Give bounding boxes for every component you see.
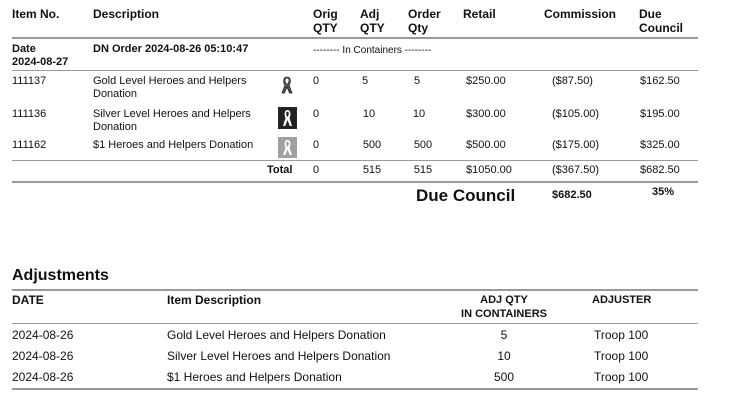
row-commission: ($175.00) bbox=[552, 139, 600, 151]
row-description bbox=[93, 75, 246, 101]
adj-col-header-date: DATE bbox=[12, 293, 44, 307]
date-label: Date bbox=[12, 43, 36, 55]
in-containers-label: -------- In Containers -------- bbox=[313, 45, 432, 56]
col-header-orig-line2: QTY bbox=[313, 21, 338, 35]
row-adj-qty: 10 bbox=[362, 108, 376, 120]
date-row-rule bbox=[12, 70, 698, 71]
total-due-council: $682.50 bbox=[640, 164, 680, 176]
col-header-due-council bbox=[639, 7, 683, 35]
due-council-label: Due Council bbox=[416, 186, 516, 205]
total-retail: $1050.00 bbox=[466, 164, 512, 176]
ribbon-outline-icon bbox=[279, 75, 295, 95]
col-header-adj-line2: QTY bbox=[360, 21, 385, 35]
row-orig-qty: 0 bbox=[313, 108, 320, 120]
col-header-due-line1: Due bbox=[639, 7, 662, 21]
row-retail: $250.00 bbox=[466, 75, 506, 87]
row-item-no: 111137 bbox=[12, 75, 47, 87]
row-adj-qty: 5 bbox=[361, 75, 369, 87]
adj-row-adjuster: Troop 100 bbox=[594, 349, 649, 363]
row-description-line1: Gold Level Heroes and Helpers bbox=[93, 75, 247, 87]
row-commission: ($87.50) bbox=[552, 75, 593, 87]
adj-row-description: Silver Level Heroes and Helpers Donation bbox=[167, 349, 391, 363]
col-header-order-line1: Order bbox=[408, 7, 441, 21]
total-adj-qty: 515 bbox=[362, 164, 382, 176]
row-description-line1: Silver Level Heroes and Helpers bbox=[93, 108, 251, 120]
row-orig-qty: 0 bbox=[313, 139, 320, 151]
adj-row-qty: 500 bbox=[493, 370, 515, 384]
row-description-line2: Donation bbox=[93, 121, 138, 133]
total-rule bbox=[12, 181, 698, 183]
row-retail: $500.00 bbox=[466, 139, 506, 151]
adj-col-header-adjuster: ADJUSTER bbox=[592, 294, 652, 306]
col-header-order-line2: Qty bbox=[408, 21, 429, 35]
row-description bbox=[93, 108, 251, 134]
col-header-adj-qty bbox=[360, 7, 385, 35]
adj-row-date: 2024-08-26 bbox=[12, 328, 74, 342]
row-order-qty: 5 bbox=[413, 75, 421, 87]
adj-row-description: Gold Level Heroes and Helpers Donation bbox=[167, 328, 386, 342]
row-order-qty: 500 bbox=[413, 139, 433, 151]
col-header-retail: Retail bbox=[463, 7, 496, 21]
row-commission: ($105.00) bbox=[552, 108, 600, 120]
col-header-adj-line1: Adj bbox=[360, 7, 380, 21]
adj-col-header-adj-qty bbox=[444, 293, 564, 321]
col-header-description: Description bbox=[93, 7, 160, 21]
total-label: Total bbox=[267, 164, 293, 176]
adj-row-qty: 10 bbox=[497, 349, 511, 363]
total-commission: ($367.50) bbox=[552, 164, 600, 176]
due-council-percent: 35% bbox=[652, 186, 675, 198]
date-block bbox=[12, 43, 68, 69]
rows-rule bbox=[12, 160, 698, 161]
row-adj-qty: 500 bbox=[362, 139, 382, 151]
adj-row-date: 2024-08-26 bbox=[12, 349, 74, 363]
ribbon-dark-box-icon bbox=[278, 107, 297, 129]
date-value: 2024-08-27 bbox=[12, 56, 69, 68]
col-header-order-qty bbox=[408, 7, 441, 35]
col-header-orig-line1: Orig bbox=[313, 7, 338, 21]
adj-bottom-rule bbox=[12, 388, 698, 390]
row-order-qty: 10 bbox=[412, 108, 426, 120]
row-description: $1 Heroes and Helpers Donation bbox=[93, 139, 254, 151]
adj-col-header-item-description: Item Description bbox=[167, 293, 262, 307]
row-description-line2: Donation bbox=[93, 88, 138, 100]
adj-col-header-adj-qty-line2: IN CONTAINERS bbox=[461, 308, 547, 320]
adj-header-rule bbox=[12, 289, 698, 291]
adj-row-adjuster: Troop 100 bbox=[594, 370, 649, 384]
col-header-item-no: Item No. bbox=[12, 7, 60, 21]
ribbon-gray-box-icon bbox=[278, 137, 297, 158]
total-order-qty: 515 bbox=[413, 164, 433, 176]
row-due-council: $325.00 bbox=[640, 139, 680, 151]
order-label: DN Order 2024-08-26 05:10:47 bbox=[93, 43, 249, 55]
adj-row-description: $1 Heroes and Helpers Donation bbox=[167, 370, 342, 384]
adjustments-title: Adjustments bbox=[12, 267, 109, 284]
adj-header-bottom-rule bbox=[12, 323, 698, 324]
adj-col-header-adj-qty-line1: ADJ QTY bbox=[480, 294, 528, 306]
total-orig-qty: 0 bbox=[313, 164, 320, 176]
adj-row-date: 2024-08-26 bbox=[12, 370, 74, 384]
row-due-council: $162.50 bbox=[640, 75, 680, 87]
row-due-council: $195.00 bbox=[640, 108, 680, 120]
row-item-no: 111136 bbox=[12, 108, 47, 120]
due-council-value: $682.50 bbox=[552, 189, 592, 201]
col-header-due-line2: Council bbox=[639, 21, 683, 35]
col-header-commission: Commission bbox=[544, 7, 617, 21]
adj-row-qty: 5 bbox=[500, 328, 508, 342]
row-orig-qty: 0 bbox=[313, 75, 320, 87]
col-header-orig-qty bbox=[313, 7, 338, 35]
adj-row-adjuster: Troop 100 bbox=[594, 328, 649, 342]
row-item-no: 111162 bbox=[12, 139, 47, 151]
header-rule bbox=[12, 37, 698, 39]
row-retail: $300.00 bbox=[466, 108, 506, 120]
